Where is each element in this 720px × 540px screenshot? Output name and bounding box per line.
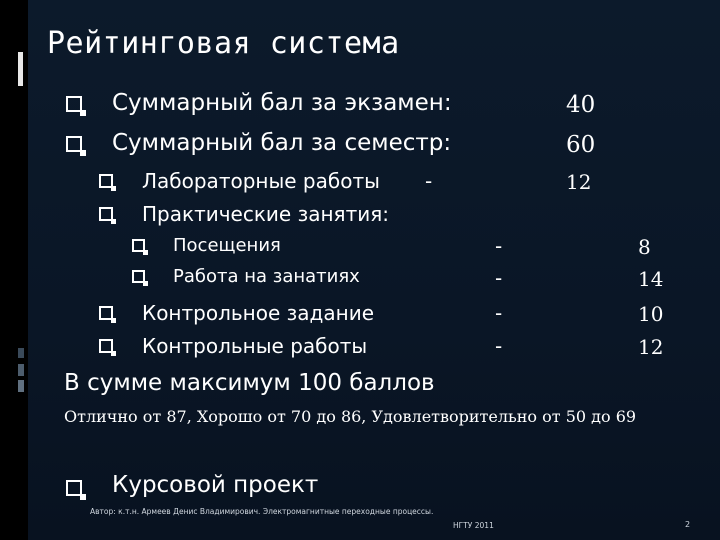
bullet-icon [132, 270, 145, 283]
control-works-label: Контрольные работы [142, 334, 368, 358]
footer-org: НГТУ 2011 [453, 521, 494, 530]
bullet-icon [99, 174, 113, 188]
bullet-icon [66, 136, 82, 152]
semester-value: 60 [566, 132, 596, 158]
control-works-value: 12 [638, 335, 664, 359]
page-number: 2 [685, 520, 691, 529]
deco-stripe [18, 380, 24, 392]
control-task-label: Контрольное задание [142, 301, 374, 325]
practice-label: Практические занятия: [142, 202, 389, 226]
semester-label: Суммарный бал за семестр: [112, 130, 452, 156]
deco-stripe [18, 348, 24, 358]
slide-title: Рейтинговая система [47, 26, 400, 61]
attendance-label: Посещения [173, 235, 281, 256]
control-works-dash: - [495, 334, 503, 358]
bullet-icon [99, 207, 113, 221]
labs-dash: - [425, 169, 433, 193]
footer-author: Автор: к.т.н. Армеев Денис Владимирович. Электромагнитные переходные процессы. [90, 507, 434, 516]
exam-value: 40 [566, 92, 596, 118]
control-task-dash: - [495, 301, 503, 325]
bullet-icon [99, 339, 113, 353]
work-value: 14 [638, 267, 664, 291]
labs-label: Лабораторные работы [142, 169, 380, 193]
bullet-icon [66, 96, 82, 112]
summary-text: В сумме максимум 100 баллов [64, 370, 435, 396]
grades-text: Отлично от 87, Хорошо от 70 до 86, Удовлетворительно от 50 до 69 [64, 407, 637, 426]
attendance-dash: - [495, 234, 503, 258]
bullet-icon [132, 239, 145, 252]
labs-value: 12 [566, 170, 592, 194]
bullet-icon [99, 306, 113, 320]
work-label: Работа на занатиях [173, 266, 360, 287]
bullet-icon [66, 480, 82, 496]
deco-stripe [18, 364, 24, 376]
exam-label: Суммарный бал за экзамен: [112, 90, 452, 116]
control-task-value: 10 [638, 302, 664, 326]
work-dash: - [495, 266, 503, 290]
attendance-value: 8 [638, 235, 651, 259]
course-project-label: Курсовой проект [112, 472, 319, 498]
